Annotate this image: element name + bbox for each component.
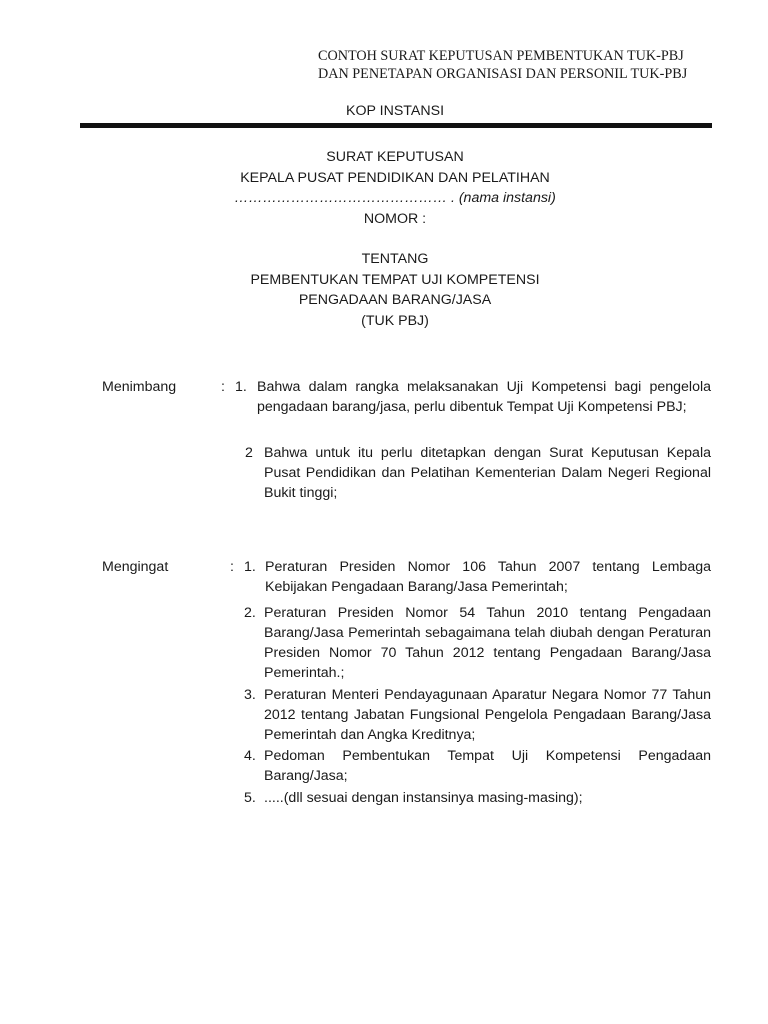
item-text: Peraturan Presiden Nomor 106 Tahun 2007 tentang Lembaga Kebijakan Pengadaan Barang/Jasa Pemerintah; xyxy=(265,559,711,595)
item-text-content: Bahwa dalam rangka melaksanakan Uji Kompetensi bagi pengelola pengadaan barang/jasa, perlu dibentuk Tempat Uji Kompetensi PBJ; xyxy=(257,379,711,415)
item-text: Bahwa untuk itu perlu ditetapkan dengan Surat Keputusan Kepala Pusat Pendidikan dan Pelatihan Kementerian Dalam Negeri Regional Bukit tinggi; xyxy=(264,445,711,501)
item-text: .....(dll sesuai dengan instansinya masing-masing); xyxy=(264,790,583,806)
item-number: 5. xyxy=(244,790,256,806)
decree-subject xyxy=(0,249,768,331)
item-number: 1. xyxy=(244,559,256,575)
decree-number: NOMOR : xyxy=(363,210,427,227)
item-number: 2. xyxy=(244,605,256,621)
item-text: Pedoman Pembentukan Tempat Uji Kompetensi Pengadaan Barang/Jasa; xyxy=(264,748,711,784)
template-title xyxy=(318,47,718,83)
template-title-line-2: DAN PENETAPAN ORGANISASI DAN PERSONIL TUK-PBJ xyxy=(318,66,688,82)
subject-line-1: TENTANG xyxy=(361,251,429,267)
kop-instansi: KOP INSTANSI xyxy=(345,103,445,119)
subject-line-2: PEMBENTUKAN TEMPAT UJI KOMPETENSI xyxy=(250,271,540,288)
item-number: 4. xyxy=(244,748,256,764)
template-title-line-1: CONTOH SURAT KEPUTUSAN PEMBENTUKAN TUK-PBJ xyxy=(318,48,684,64)
decree-issuer: KEPALA PUSAT PENDIDIKAN DAN PELATIHAN xyxy=(240,169,550,186)
item-text: Peraturan Presiden Nomor 54 Tahun 2010 tentang Pengadaan Barang/Jasa Pemerintah sebagaimana telah diubah dengan Peraturan Presiden Nomor 70 Tahun 2012 tentang Pengadaan Barang/Jasa Pemerintah.; xyxy=(264,605,711,681)
mengingat-label: Mengingat xyxy=(102,559,169,575)
decree-header xyxy=(0,147,768,229)
mengingat-colon: : xyxy=(230,559,234,575)
menimbang-colon: : xyxy=(221,379,225,395)
item-number: 3. xyxy=(244,687,256,703)
institution-name-placeholder: ……………………………………… . (nama instansi) xyxy=(234,190,556,206)
decree-title: SURAT KEPUTUSAN xyxy=(326,149,464,165)
item-number: 2 xyxy=(245,445,253,461)
letterhead-rule xyxy=(80,123,712,128)
item-text: Peraturan Menteri Pendayagunaan Aparatur Negara Nomor 77 Tahun 2012 tentang Jabatan Fungsional Pengelola Pengadaan Barang/Jasa Pemerintah dan Angka Kreditnya; xyxy=(264,687,711,743)
menimbang-label: Menimbang xyxy=(102,379,177,395)
item-number: 1. xyxy=(235,379,247,395)
item-text xyxy=(257,377,711,417)
subject-line-4: (TUK PBJ) xyxy=(361,312,429,329)
subject-line-3: PENGADAAN BARANG/JASA xyxy=(298,292,492,308)
